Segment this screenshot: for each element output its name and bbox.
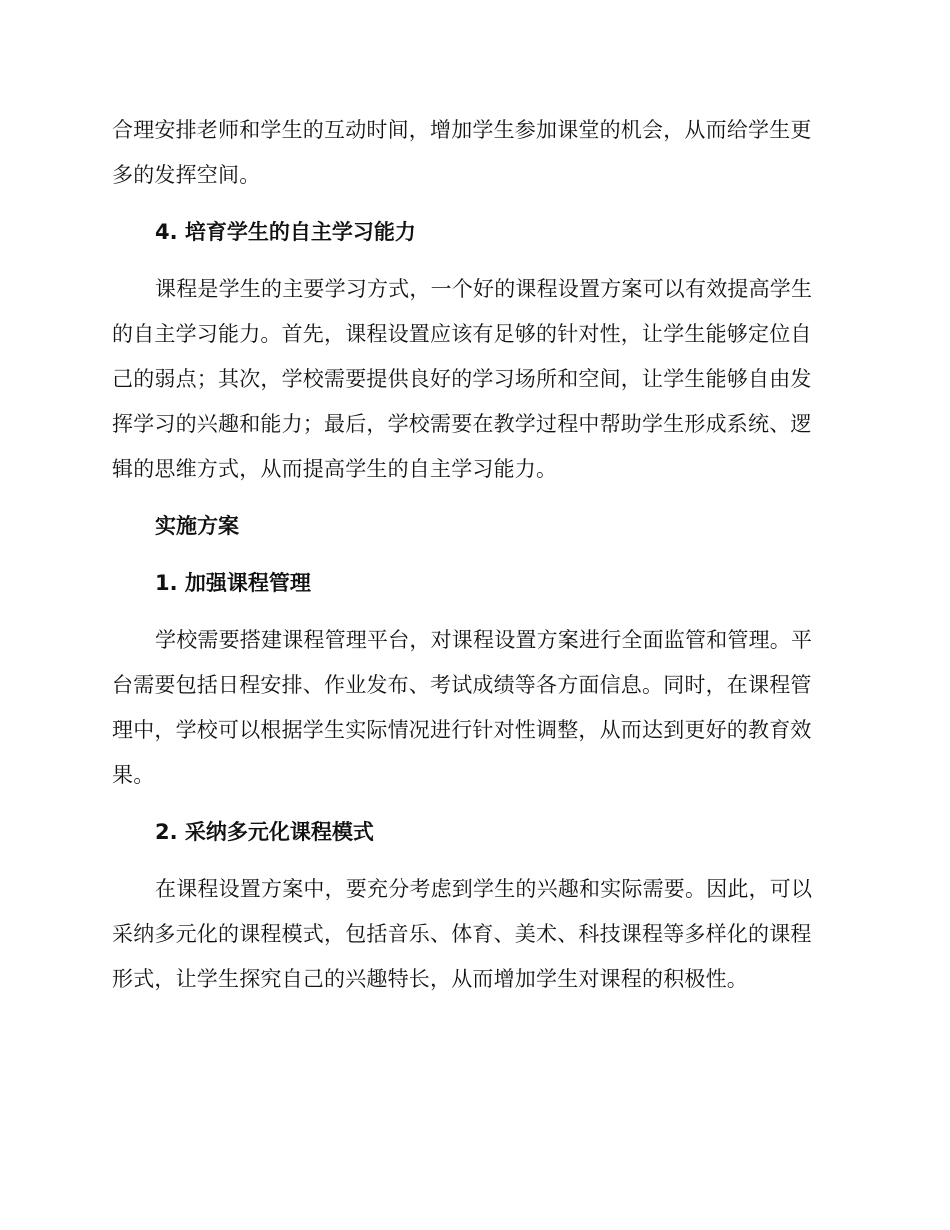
heading-course-management: 1. 加强课程管理 <box>155 571 311 595</box>
section-title-implementation: 实施方案 <box>155 514 239 538</box>
text-line: 学校需要搭建课程管理平台，对课程设置方案进行全面监管和管理。平 <box>155 628 813 652</box>
text-line: 多的发挥空间。 <box>112 163 261 187</box>
text-line: 果。 <box>112 763 155 787</box>
document-page <box>112 108 832 1002</box>
text-line: 采纳多元化的课程模式，包括音乐、体育、美术、科技课程等多样化的课程 <box>112 922 812 946</box>
text-line: 台需要包括日程安排、作业发布、考试成绩等各方面信息。同时，在课程管 <box>112 673 812 697</box>
paragraph-self-learning <box>112 267 832 492</box>
paragraph-interaction-time <box>112 108 832 198</box>
text-line: 挥学习的兴趣和能力；最后，学校需要在教学过程中帮助学生形成系统、逻 <box>112 412 812 436</box>
text-line: 己的弱点；其次，学校需要提供良好的学习场所和空间，让学生能够自由发 <box>112 367 812 391</box>
text-line: 课程是学生的主要学习方式，一个好的课程设置方案可以有效提高学生 <box>155 277 813 301</box>
text-line: 理中，学校可以根据学生实际情况进行针对性调整，从而达到更好的教育效 <box>112 718 812 742</box>
paragraph-diverse-courses <box>112 867 832 1002</box>
text-line: 合理安排老师和学生的互动时间，增加学生参加课堂的机会，从而给学生更 <box>112 118 812 142</box>
text-line: 形式，让学生探究自己的兴趣特长，从而增加学生对课程的积极性。 <box>112 967 748 991</box>
heading-diverse-courses: 2. 采纳多元化课程模式 <box>155 820 374 844</box>
text-line: 在课程设置方案中，要充分考虑到学生的兴趣和实际需要。因此，可以 <box>155 877 813 901</box>
text-line: 的自主学习能力。首先，课程设置应该有足够的针对性，让学生能够定位自 <box>112 322 812 346</box>
paragraph-course-management <box>112 618 832 798</box>
heading-self-learning: 4. 培育学生的自主学习能力 <box>155 220 416 244</box>
text-line: 辑的思维方式，从而提高学生的自主学习能力。 <box>112 457 558 481</box>
